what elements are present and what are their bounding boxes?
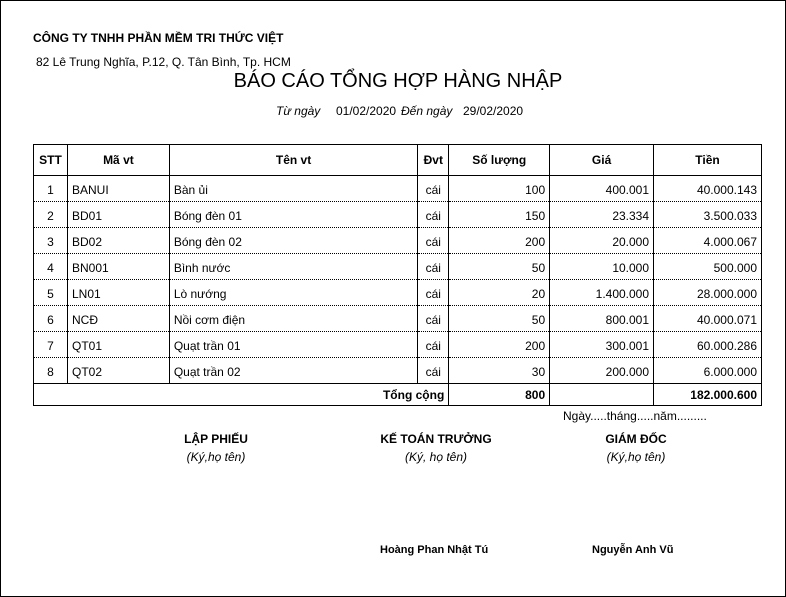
from-date-value: 01/02/2020 [336, 104, 397, 118]
cell-stt: 6 [34, 306, 68, 332]
cell-price: 23.334 [550, 202, 654, 228]
total-amount: 182.000.600 [654, 384, 762, 406]
cell-quantity: 30 [449, 358, 550, 384]
accountant-signature [361, 432, 511, 464]
cell-amount: 3.500.033 [654, 202, 762, 228]
company-address: 82 Lê Trung Nghĩa, P.12, Q. Tân Bình, Tp. HCM [36, 55, 291, 69]
cell-unit: cái [418, 358, 449, 384]
cell-price: 20.000 [550, 228, 654, 254]
cell-quantity: 200 [449, 228, 550, 254]
total-quantity: 800 [449, 384, 550, 406]
cell-unit: cái [418, 254, 449, 280]
cell-quantity: 200 [449, 332, 550, 358]
cell-stt: 1 [34, 176, 68, 202]
preparer-note: (Ký,họ tên) [186, 450, 246, 464]
cell-unit: cái [418, 202, 449, 228]
from-date-label: Từ ngày [276, 104, 321, 118]
table-header-row [34, 145, 762, 176]
signature-date-line: Ngày.....tháng.....năm......... [563, 409, 707, 423]
cell-name: Bình nước [169, 254, 417, 280]
cell-unit: cái [418, 332, 449, 358]
cell-code: BD01 [67, 202, 169, 228]
total-label: Tổng cộng [34, 384, 449, 406]
cell-amount: 500.000 [654, 254, 762, 280]
to-date-value: 29/02/2020 [463, 104, 524, 118]
header-unit: Đvt [418, 145, 449, 176]
cell-stt: 7 [34, 332, 68, 358]
cell-name: Bóng đèn 01 [169, 202, 417, 228]
cell-stt: 3 [34, 228, 68, 254]
cell-quantity: 50 [449, 254, 550, 280]
table-row [34, 358, 762, 384]
table-row [34, 228, 762, 254]
header-name: Tên vt [169, 145, 417, 176]
table-row [34, 280, 762, 306]
cell-amount: 6.000.000 [654, 358, 762, 384]
cell-code: BD02 [67, 228, 169, 254]
cell-price: 300.001 [550, 332, 654, 358]
cell-amount: 60.000.286 [654, 332, 762, 358]
cell-unit: cái [418, 176, 449, 202]
cell-name: Bóng đèn 02 [169, 228, 417, 254]
cell-price: 10.000 [550, 254, 654, 280]
cell-quantity: 50 [449, 306, 550, 332]
accountant-title: KẾ TOÁN TRƯỞNG [380, 432, 492, 446]
cell-code: NCĐ [67, 306, 169, 332]
director-title: GIÁM ĐỐC [605, 432, 667, 446]
cell-code: QT02 [67, 358, 169, 384]
cell-unit: cái [418, 280, 449, 306]
table-row [34, 176, 762, 202]
cell-stt: 4 [34, 254, 68, 280]
cell-name: Nồi cơm điện [169, 306, 417, 332]
header-quantity: Số lượng [449, 145, 550, 176]
cell-code: BANUI [67, 176, 169, 202]
table-row [34, 332, 762, 358]
cell-stt: 5 [34, 280, 68, 306]
company-name: CÔNG TY TNHH PHẦN MỀM TRI THỨC VIỆT [33, 31, 284, 45]
total-row [34, 384, 762, 406]
cell-price: 800.001 [550, 306, 654, 332]
cell-quantity: 20 [449, 280, 550, 306]
director-note: (Ký,họ tên) [606, 450, 666, 464]
to-date-label: Đến ngày [401, 104, 453, 118]
cell-amount: 4.000.067 [654, 228, 762, 254]
table-row [34, 202, 762, 228]
cell-code: LN01 [67, 280, 169, 306]
cell-quantity: 100 [449, 176, 550, 202]
cell-name: Quạt trần 02 [169, 358, 417, 384]
header-price: Giá [550, 145, 654, 176]
cell-code: QT01 [67, 332, 169, 358]
accountant-note: (Ký, họ tên) [404, 450, 468, 464]
preparer-title: LẬP PHIẾU [184, 432, 248, 446]
header-amount: Tiền [654, 145, 762, 176]
total-price-empty [550, 384, 654, 406]
cell-quantity: 150 [449, 202, 550, 228]
report-title: BÁO CÁO TỔNG HỢP HÀNG NHẬP [233, 70, 563, 92]
accountant-name: Hoàng Phan Nhật Tú [380, 544, 489, 556]
header-stt: STT [34, 145, 68, 176]
cell-price: 200.000 [550, 358, 654, 384]
director-name: Nguyễn Anh Vũ [592, 544, 674, 556]
cell-name: Bàn ủi [169, 176, 417, 202]
cell-amount: 28.000.000 [654, 280, 762, 306]
cell-amount: 40.000.071 [654, 306, 762, 332]
director-signature [576, 432, 696, 464]
table-row [34, 254, 762, 280]
table-row [34, 306, 762, 332]
cell-name: Quạt trần 01 [169, 332, 417, 358]
cell-amount: 40.000.143 [654, 176, 762, 202]
cell-unit: cái [418, 228, 449, 254]
cell-price: 1.400.000 [550, 280, 654, 306]
header-code: Mã vt [67, 145, 169, 176]
report-table [33, 144, 762, 406]
date-range [276, 104, 320, 118]
cell-stt: 2 [34, 202, 68, 228]
preparer-signature [146, 432, 286, 464]
cell-unit: cái [418, 306, 449, 332]
cell-name: Lò nướng [169, 280, 417, 306]
cell-stt: 8 [34, 358, 68, 384]
cell-code: BN001 [67, 254, 169, 280]
cell-price: 400.001 [550, 176, 654, 202]
